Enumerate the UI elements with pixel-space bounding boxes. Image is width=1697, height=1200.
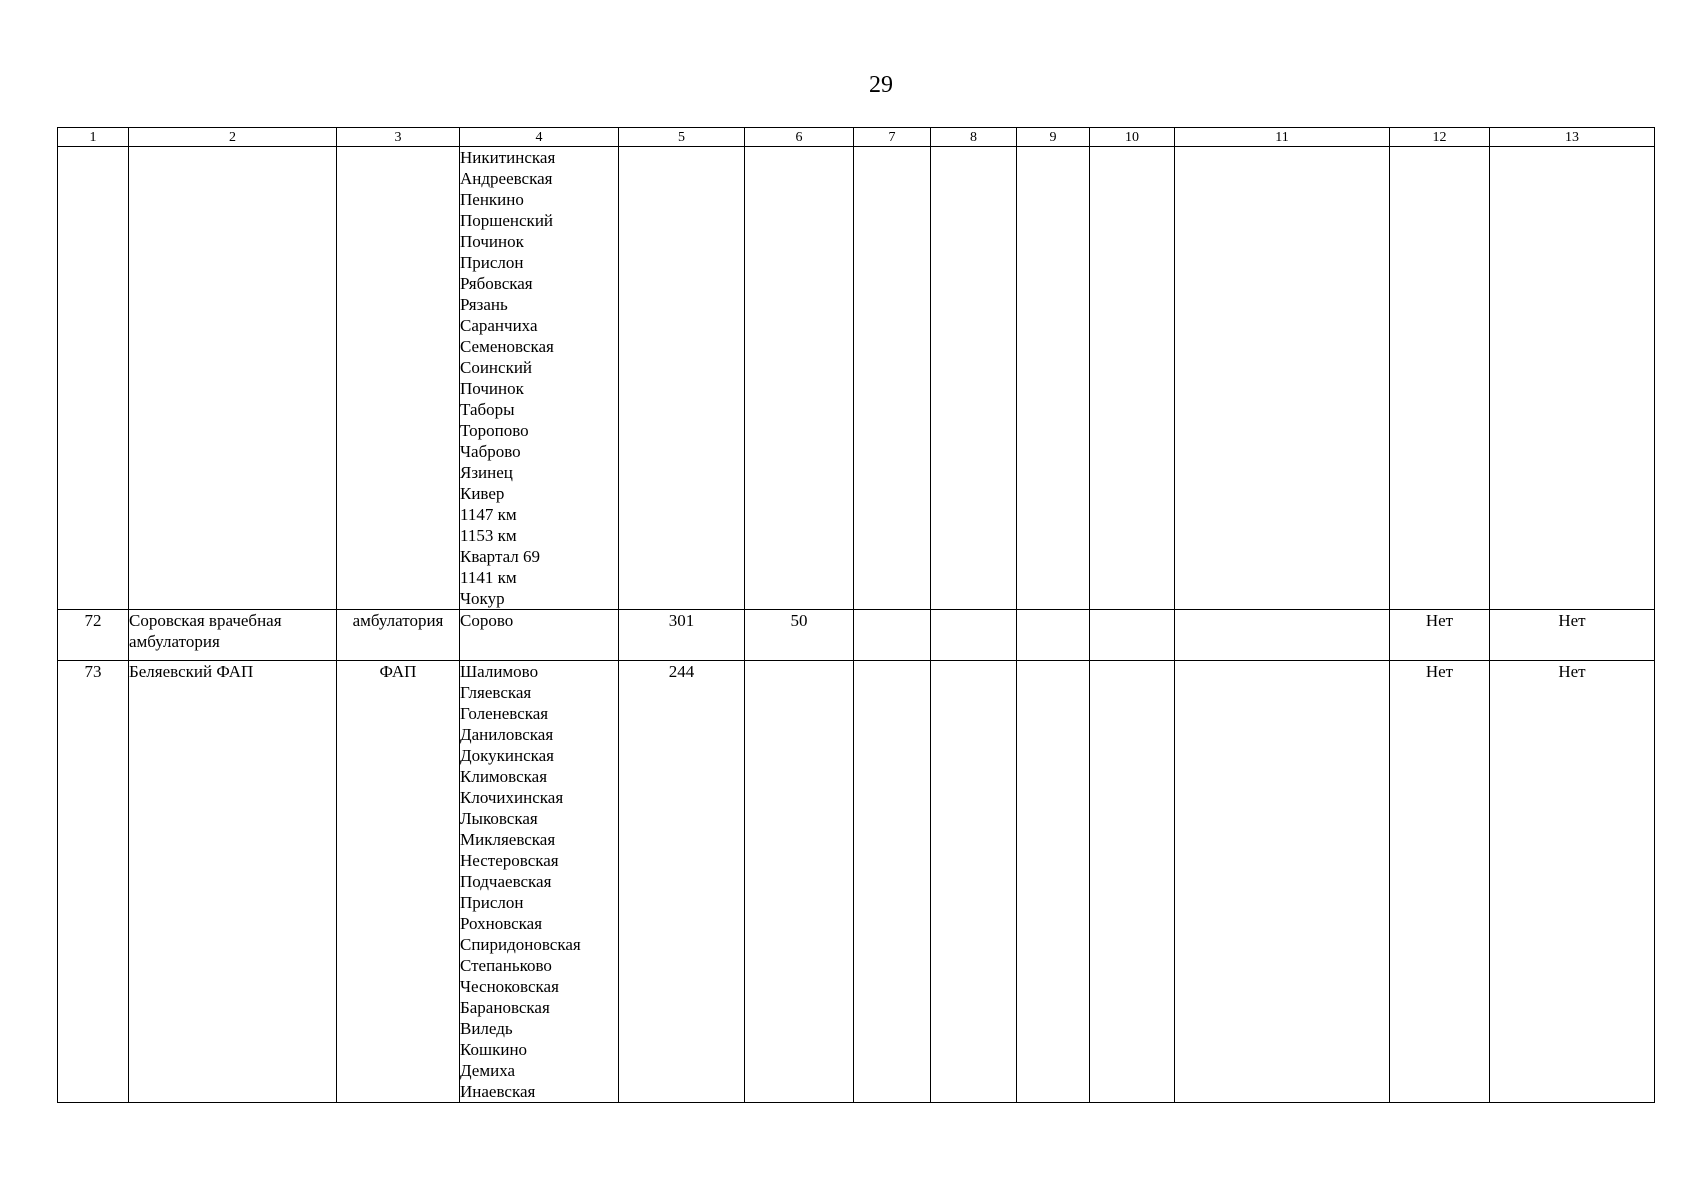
col12-value: Нет [1390, 610, 1490, 661]
settlement-name: Лыковская [460, 809, 538, 828]
settlement-name: Кошкино [460, 1040, 528, 1059]
settlement-name: Пенкино [460, 190, 524, 209]
settlement-name: Нестеровская [460, 851, 559, 870]
settlement-name: Саранчиха [460, 316, 538, 335]
settlement-name: Починок [460, 379, 524, 398]
settlement-name: Семеновская [460, 337, 554, 356]
settlements-cell [460, 610, 619, 661]
settlement-name: Климовская [460, 767, 548, 786]
settlement-name: Виледь [460, 1019, 513, 1038]
page-number: 29 [869, 72, 893, 98]
column-number-header-row [58, 128, 1655, 147]
column-header: 7 [854, 128, 931, 147]
column-header: 6 [745, 128, 854, 147]
column-header: 10 [1090, 128, 1175, 147]
settlement-name: Шалимово [460, 662, 539, 681]
settlement-name: Инаевская [460, 1082, 536, 1101]
facilities-table [57, 127, 1655, 1103]
column-header: 4 [460, 128, 619, 147]
col12-value: Нет [1390, 661, 1490, 1103]
col5-value: 244 [619, 661, 745, 1103]
settlement-name: Демиха [460, 1061, 516, 1080]
settlement-name: Кивер [460, 484, 505, 503]
settlement-name: Таборы [460, 400, 515, 419]
settlement-name: Степаньково [460, 956, 552, 975]
column-header: 12 [1390, 128, 1490, 147]
column-header: 11 [1175, 128, 1390, 147]
column-header: 5 [619, 128, 745, 147]
col13-value: Нет [1490, 610, 1655, 661]
settlement-name: Рябовская [460, 274, 533, 293]
row-number: 73 [58, 661, 129, 1103]
settlement-name: Чокур [460, 589, 505, 608]
settlement-name: Сорово [460, 611, 514, 630]
table-row [58, 661, 1655, 1103]
settlement-name: Чесноковская [460, 977, 559, 996]
column-header: 9 [1017, 128, 1090, 147]
settlement-name: Квартал 69 [460, 547, 541, 566]
col5-value: 301 [619, 610, 745, 661]
settlement-name: Прислон [460, 893, 524, 912]
row-number: 72 [58, 610, 129, 661]
col6-value: 50 [745, 610, 854, 661]
column-header: 13 [1490, 128, 1655, 147]
settlement-name: Починок [460, 232, 524, 251]
settlement-name: Рязань [460, 295, 508, 314]
settlement-name: Барановская [460, 998, 550, 1017]
settlement-name: Голеневская [460, 704, 549, 723]
settlement-name: Прислон [460, 253, 524, 272]
settlement-name: Язинец [460, 463, 513, 482]
settlement-name: Никитинская [460, 148, 556, 167]
facility-type: ФАП [337, 661, 460, 1103]
settlement-name: Микляевская [460, 830, 556, 849]
column-header: 1 [58, 128, 129, 147]
settlement-name: 1141 км [460, 568, 517, 587]
column-header: 8 [931, 128, 1017, 147]
settlement-name: Докукинская [460, 746, 554, 765]
table-row-continuation [58, 147, 1655, 610]
column-header: 3 [337, 128, 460, 147]
facility-type: амбулатория [337, 610, 460, 661]
table-row [58, 610, 1655, 661]
settlement-name: Соинский [460, 358, 533, 377]
facility-name: Беляевский ФАП [129, 661, 337, 1103]
facility-name: Соровская врачебная амбулатория [129, 610, 337, 661]
settlement-name: Рохновская [460, 914, 543, 933]
column-header: 2 [129, 128, 337, 147]
settlement-name: Подчаевская [460, 872, 552, 891]
settlement-name: Клочихинская [460, 788, 564, 807]
settlement-name: Чаброво [460, 442, 521, 461]
settlement-name: Спиридоновская [460, 935, 581, 954]
settlements-cell [460, 661, 619, 1103]
settlement-name: Поршенский [460, 211, 554, 230]
settlement-name: Торопово [460, 421, 529, 440]
col6-value [745, 661, 854, 1103]
settlement-name: 1147 км [460, 505, 517, 524]
settlements-cell [460, 147, 619, 610]
settlement-name: 1153 км [460, 526, 517, 545]
settlement-name: Андреевская [460, 169, 553, 188]
col13-value: Нет [1490, 661, 1655, 1103]
settlement-name: Гляевская [460, 683, 532, 702]
settlement-name: Даниловская [460, 725, 554, 744]
